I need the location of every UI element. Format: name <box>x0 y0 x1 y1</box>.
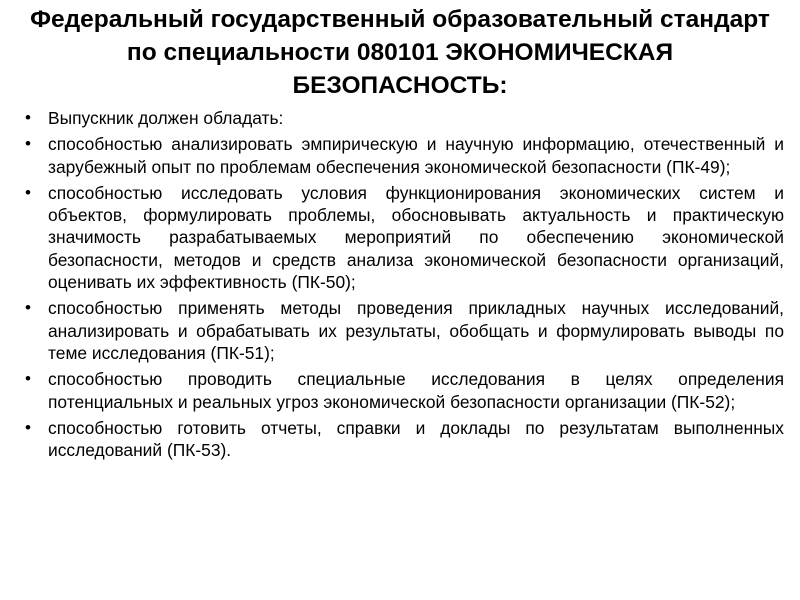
bullet-item <box>22 133 784 178</box>
bullet-item <box>22 182 784 293</box>
slide-title: Федеральный государственный образовательный стандарт по специальности 080101 ЭКОНОМИЧЕСКАЯ БЕЗОПАСНОСТЬ: <box>30 6 770 99</box>
bullet-item <box>22 368 784 413</box>
bullet-item <box>22 417 784 462</box>
bullet-icon: • <box>25 108 31 127</box>
bullet-icon: • <box>25 182 31 202</box>
bullet-text: способностью исследовать условия функционирования экономических систем и объектов, формулировать проблемы, обосновывать актуальность и практическую значимость разрабатываемых мероприятий по обеспечению экономической безопасности, методов и средств анализа экономической безопасности организаций, оценивать их эффективность (ПК-50); <box>48 182 784 293</box>
bullet-text: способностью анализировать эмпирическую и научную информацию, отечественный и зарубежный опыт по проблемам обеспечения экономической безопасности (ПК-49); <box>48 134 784 177</box>
bullet-item <box>22 297 784 364</box>
bullet-list <box>22 107 784 465</box>
bullet-text: способностью готовить отчеты, справки и доклады по результатам выполненных исследований (ПК-53). <box>48 417 784 461</box>
bullet-icon: • <box>25 417 31 437</box>
bullet-text: Выпускник должен обладать: <box>48 108 284 128</box>
bullet-text: способностью применять методы проведения прикладных научных исследований, анализировать и обрабатывать их результаты, обобщать и формулировать выводы по теме исследования (ПК-51); <box>48 298 784 363</box>
bullet-icon: • <box>25 298 31 318</box>
bullet-icon: • <box>25 369 31 389</box>
bullet-icon: • <box>25 134 31 154</box>
bullet-item <box>22 107 784 129</box>
bullet-text: способностью проводить специальные исследования в целях определения потенциальных и реальных угроз экономической безопасности организации (ПК-52); <box>48 369 784 412</box>
